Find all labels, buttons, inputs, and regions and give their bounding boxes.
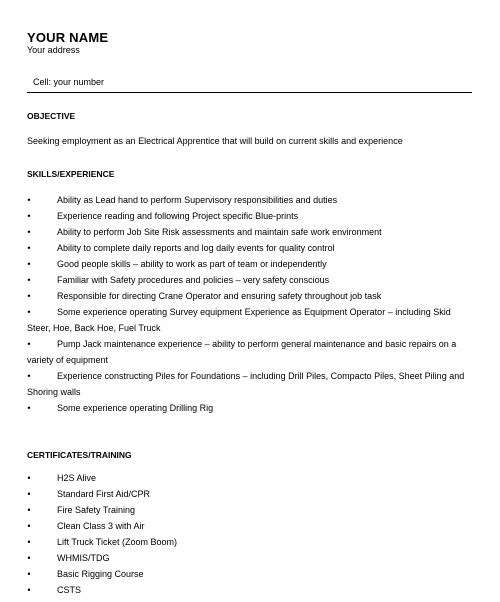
list-item: • CSTS [27,582,467,598]
bullet-icon: • [27,403,31,413]
list-item: • WHMIS/TDG [27,550,467,566]
list-item: • Experience reading and following Project specific Blue-prints [27,208,467,224]
objective-heading: OBJECTIVE [27,111,76,121]
bullet-icon: • [27,537,31,547]
list-item: • Experience constructing Piles for Foundations – including Drill Piles, Compacto Piles, Sheet Piling and Shoring walls [27,368,467,400]
list-item: • Lift Truck Ticket (Zoom Boom) [27,534,467,550]
bullet-icon: • [27,505,31,515]
bullet-icon: • [27,489,31,499]
list-item: • Good people skills – ability to work as part of team or independently [27,256,467,272]
list-item: • Ability as Lead hand to perform Supervisory responsibilities and duties [27,192,467,208]
list-item: • Clean Class 3 with Air [27,518,467,534]
list-item: • Fire Safety Training [27,502,467,518]
bullet-icon: • [27,259,31,269]
list-item: • Some experience operating Drilling Rig [27,400,467,416]
list-item: • Basic Rigging Course [27,566,467,582]
list-item: • Responsible for directing Crane Operator and ensuring safety throughout job task [27,288,467,304]
certificates-list [27,470,467,598]
bullet-icon: • [27,307,31,317]
resume-name: YOUR NAME [27,30,109,45]
bullet-icon: • [27,569,31,579]
list-item: • Ability to perform Job Site Risk assessments and maintain safe work environment [27,224,467,240]
list-item: • Ability to complete daily reports and log daily events for quality control [27,240,467,256]
bullet-icon: • [27,195,31,205]
bullet-icon: • [27,275,31,285]
list-item: • Some experience operating Survey equipment Experience as Equipment Operator – including Skid Steer, Hoe, Back Hoe, Fuel Truck [27,304,467,336]
bullet-icon: • [27,585,31,595]
bullet-icon: • [27,339,31,349]
skills-list [27,192,467,416]
bullet-icon: • [27,243,31,253]
bullet-icon: • [27,473,31,483]
header-divider [27,92,472,93]
bullet-icon: • [27,291,31,301]
bullet-icon: • [27,521,31,531]
list-item: • Pump Jack maintenance experience – ability to perform general maintenance and basic repairs on a variety of equipment [27,336,467,368]
objective-text: Seeking employment as an Electrical Apprentice that will build on current skills and experience [27,136,403,146]
resume-cell: Cell: your number [33,77,105,87]
bullet-icon: • [27,553,31,563]
skills-heading: SKILLS/EXPERIENCE [27,169,115,179]
bullet-icon: • [27,211,31,221]
bullet-icon: • [27,227,31,237]
list-item: • H2S Alive [27,470,467,486]
bullet-icon: • [27,371,31,381]
certificates-heading: CERTIFICATES/TRAINING [27,450,132,460]
resume-address: Your address [27,45,80,55]
list-item: • Standard First Aid/CPR [27,486,467,502]
list-item: • Familiar with Safety procedures and policies – very safety conscious [27,272,467,288]
